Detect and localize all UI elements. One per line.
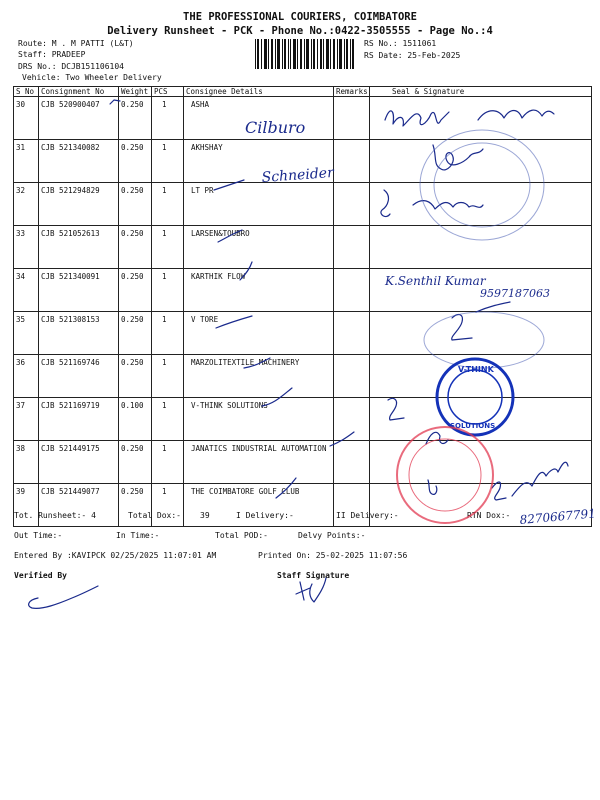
row-sno: 30	[14, 97, 39, 140]
row-sno: 36	[14, 355, 39, 398]
row-seal	[370, 269, 592, 312]
row-consignee: ASHA	[184, 97, 334, 140]
runsheet-table	[13, 86, 592, 527]
staff-signature-mark	[296, 578, 326, 602]
handwriting-receiver-name: K.Senthil Kumar	[385, 274, 486, 288]
in-time: In Time:-	[116, 531, 160, 540]
row-consignment: CJB 521169719	[39, 398, 119, 441]
row-consignment: CJB 521449175	[39, 441, 119, 484]
handwriting-receiver-phone: 9597187063	[480, 287, 550, 300]
row-sno: 38	[14, 441, 39, 484]
table-row	[14, 226, 592, 269]
row-consignee: V-THINK SOLUTIONS	[184, 398, 334, 441]
row-weight: 0.250	[119, 355, 152, 398]
row-consignment: CJB 521169746	[39, 355, 119, 398]
row-sno: 37	[14, 398, 39, 441]
row-weight: 0.250	[119, 140, 152, 183]
row-consignment: CJB 521340091	[39, 269, 119, 312]
row-remarks	[334, 484, 370, 527]
header-sno: S No	[14, 87, 39, 97]
i-delivery: I Delivery:-	[236, 511, 294, 520]
row-consignee: THE COIMBATORE GOLF CLUB	[184, 484, 334, 527]
barcode-graphic	[255, 39, 355, 69]
row-sno: 33	[14, 226, 39, 269]
row-weight: 0.250	[119, 269, 152, 312]
table-row	[14, 484, 592, 527]
vehicle-label: Vehicle: Two Wheeler Delivery	[22, 73, 162, 82]
row-sno: 31	[14, 140, 39, 183]
row-seal	[370, 398, 592, 441]
table-header-row	[14, 87, 592, 97]
runsheet-subtitle: Delivery Runsheet - PCK - Phone No.:0422-3505555 - Page No.:4	[107, 25, 493, 37]
row-consignment: CJB 521340082	[39, 140, 119, 183]
table-row	[14, 269, 592, 312]
row-remarks	[334, 355, 370, 398]
row-weight: 0.250	[119, 441, 152, 484]
row-weight: 0.250	[119, 183, 152, 226]
total-dox-value: 39	[200, 511, 210, 520]
row-weight: 0.250	[119, 226, 152, 269]
row-sno: 32	[14, 183, 39, 226]
row-sno: 35	[14, 312, 39, 355]
row-consignee: V TORE	[184, 312, 334, 355]
row-remarks	[334, 398, 370, 441]
row-consignee: KARTHIK FLOW	[184, 269, 334, 312]
route-label: Route: M . M PATTI (L&T)	[18, 39, 134, 48]
header-consignee: Consignee Details	[184, 87, 334, 97]
row-consignee: LARSEN&TOUBRO	[184, 226, 334, 269]
company-title: THE PROFESSIONAL COURIERS, COIMBATORE	[183, 11, 417, 23]
row-pcs: 1	[152, 183, 184, 226]
table-row	[14, 441, 592, 484]
tot-runsheet: Tot. Runsheet:- 4	[14, 511, 96, 520]
table-row	[14, 140, 592, 183]
row-weight: 0.250	[119, 312, 152, 355]
row-pcs: 1	[152, 484, 184, 527]
table-row	[14, 398, 592, 441]
handwriting-schneider: Schneider	[261, 164, 335, 186]
row-remarks	[334, 183, 370, 226]
table-row	[14, 355, 592, 398]
row-remarks	[334, 269, 370, 312]
barcode	[255, 39, 355, 69]
row-consignment: CJB 520900407	[39, 97, 119, 140]
printed-on: Printed On: 25-02-2025 11:07:56	[258, 551, 408, 560]
total-pod: Total POD:-	[215, 531, 268, 540]
table-row	[14, 312, 592, 355]
row-seal	[370, 484, 592, 527]
total-dox: Total Dox:-	[128, 511, 181, 520]
stamp-text-top: V-THINK	[458, 365, 494, 374]
row-sno: 34	[14, 269, 39, 312]
row-pcs: 1	[152, 355, 184, 398]
row-seal	[370, 441, 592, 484]
rs-number: RS No.: 1511061	[364, 39, 437, 48]
row-remarks	[334, 226, 370, 269]
rs-date: RS Date: 25-Feb-2025	[364, 51, 461, 60]
row-pcs: 1	[152, 140, 184, 183]
row-seal	[370, 355, 592, 398]
row-seal	[370, 312, 592, 355]
verified-by-label: Verified By	[14, 571, 67, 580]
row-seal	[370, 226, 592, 269]
entered-by: Entered By :KAVIPCK 02/25/2025 11:07:01 AM	[14, 551, 217, 560]
row-consignment: CJB 521294829	[39, 183, 119, 226]
row-seal	[370, 183, 592, 226]
row-consignment: CJB 521449077	[39, 484, 119, 527]
row-weight: 0.100	[119, 398, 152, 441]
table-row	[14, 183, 592, 226]
handwriting-rtn-phone: 8270667791	[519, 506, 597, 527]
row-consignee: LT PR	[184, 183, 334, 226]
row-pcs: 1	[152, 441, 184, 484]
row-consignee: MARZOLITEXTILE MACHINERY	[184, 355, 334, 398]
header-pcs: PCS	[152, 87, 184, 97]
drs-number: DRS No.: DCJB151106104	[18, 62, 124, 71]
stamp-text-bottom: SOLUTIONS	[450, 422, 496, 430]
handwriting-cilburo: Cilburo	[245, 118, 306, 137]
row-sno: 39	[14, 484, 39, 527]
row-weight: 0.250	[119, 484, 152, 527]
staff-label: Staff: PRADEEP	[18, 50, 86, 59]
row-weight: 0.250	[119, 97, 152, 140]
row-remarks	[334, 97, 370, 140]
row-remarks	[334, 140, 370, 183]
row-pcs: 1	[152, 269, 184, 312]
out-time: Out Time:-	[14, 531, 63, 540]
header-seal: Seal & Signature	[370, 87, 592, 97]
delvy-points: Delvy Points:-	[298, 531, 366, 540]
table-row	[14, 97, 592, 140]
row-pcs: 1	[152, 226, 184, 269]
staff-signature-label: Staff Signature	[277, 571, 350, 580]
row-consignee: AKHSHAY	[184, 140, 334, 183]
row-remarks	[334, 312, 370, 355]
row-remarks	[334, 441, 370, 484]
row-seal	[370, 97, 592, 140]
row-seal	[370, 140, 592, 183]
row-consignment: CJB 521308153	[39, 312, 119, 355]
ii-delivery: II Delivery:-	[336, 511, 399, 520]
rtn-dox: RTN Dox:-	[467, 511, 511, 520]
verifier-signature	[29, 586, 98, 608]
row-consignment: CJB 521052613	[39, 226, 119, 269]
header-weight: Weight	[119, 87, 152, 97]
row-consignee: JANATICS INDUSTRIAL AUTOMATION	[184, 441, 334, 484]
row-pcs: 1	[152, 312, 184, 355]
header-consignment: Consignment No	[39, 87, 119, 97]
header-remarks: Remarks	[334, 87, 370, 97]
row-pcs: 1	[152, 398, 184, 441]
row-pcs: 1	[152, 97, 184, 140]
